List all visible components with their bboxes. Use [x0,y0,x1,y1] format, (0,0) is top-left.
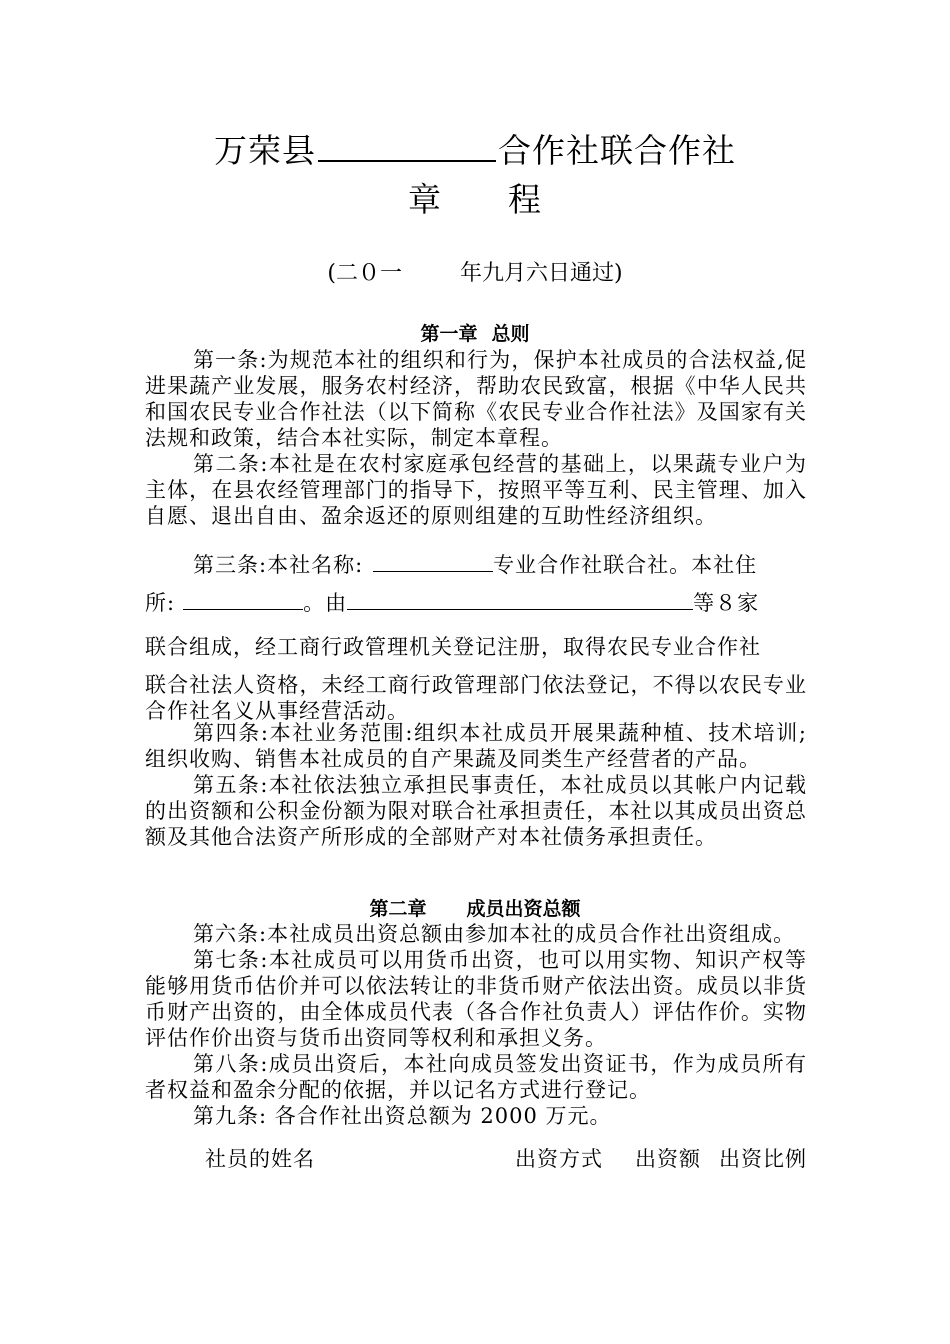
article-3: 第三条:本社名称: 专业合作社联合社。本社住 [145,549,807,578]
col-contribution-method: 出资方式 [515,1147,603,1171]
title-suffix: 合作社联合作社 [498,131,736,170]
col-contribution-ratio: 出资比例 [719,1147,807,1171]
chapter-1-body [145,347,807,529]
name-blank [373,549,493,572]
chapter-1-heading: 第一章 总则 [420,323,530,345]
article-3-line-3: 联合组成，经工商行政管理机关登记注册，取得农民专业合作社 [145,635,761,659]
article-1: 第一条:为规范本社的组织和行为，保护本社成员的合法权益,促进果蔬产业发展，服务农村经济，帮助农民致富，根据《中华人民共和国农民专业合作社法（以下简称《农民专业合作社法》及国家有关法规和政策，结合本社实际，制定本章程。 [145,348,807,450]
document-title [0,130,950,171]
title-prefix: 万荣县 [214,131,316,170]
chapter-1-body-2 [145,720,807,850]
chapter-2-heading: 第二章 成员出资总额 [369,898,581,920]
article-7: 第七条:本社成员可以用货币出资，也可以用实物、知识产权等能够用货币估价并可以依法转让的非货币财产依法出资。成员以非货币财产出资的，由全体成员代表（各合作社负责人）评估作价。实物评估作价出资与货币出资同等权利和承担义务。 [145,948,807,1050]
article-6: 第六条:本社成员出资总额由参加本社的成员合作社出资组成。 [193,922,796,946]
adoption-date: (二０一 年九月六日通过) [327,261,623,286]
contribution-table-header [145,1146,807,1172]
article-9: 第九条: 各合作社出资总额为 2000 万元。 [193,1104,612,1128]
title-blank [318,130,496,162]
article-5: 第五条:本社依法独立承担民事责任，本社成员以其帐户内记载的出资额和公积金份额为限对联合社承担责任，本社以其成员出资总额及其他合法资产所形成的全部财产对本社债务承担责任。 [145,773,807,849]
subtitle-char-1: 章 [408,180,442,219]
col-contribution-amount: 出资额 [635,1147,701,1171]
article-2: 第二条:本社是在农村家庭承包经营的基础上，以果蔬专业户为主体，在县农经管理部门的指导下，按照平等互利、民主管理、加入自愿、退出自由、盈余返还的原则组建的互助性经济组织。 [145,452,807,528]
address-blank [183,587,303,610]
article-8: 第八条:成员出资后，本社向成员签发出资证书，作为成员所有者权益和盈余分配的依据，并以记名方式进行登记。 [145,1052,807,1102]
document-subtitle [0,180,950,220]
article-4: 第四条:本社业务范围:组织本社成员开展果蔬种植、技术培训;组织收购、销售本社成员的自产果蔬及同类生产经营者的产品。 [145,721,807,771]
col-member-name: 社员的姓名 [205,1147,315,1171]
members-blank [347,587,693,610]
article-3-line-2: 所: 。由 等８家 [145,587,807,616]
chapter-2-body [145,921,807,1129]
subtitle-char-2: 程 [508,180,542,219]
article-3-line-4: 联合社法人资格，未经工商行政管理部门依法登记，不得以农民专业合作社名义从事经营活动。 [145,673,807,723]
